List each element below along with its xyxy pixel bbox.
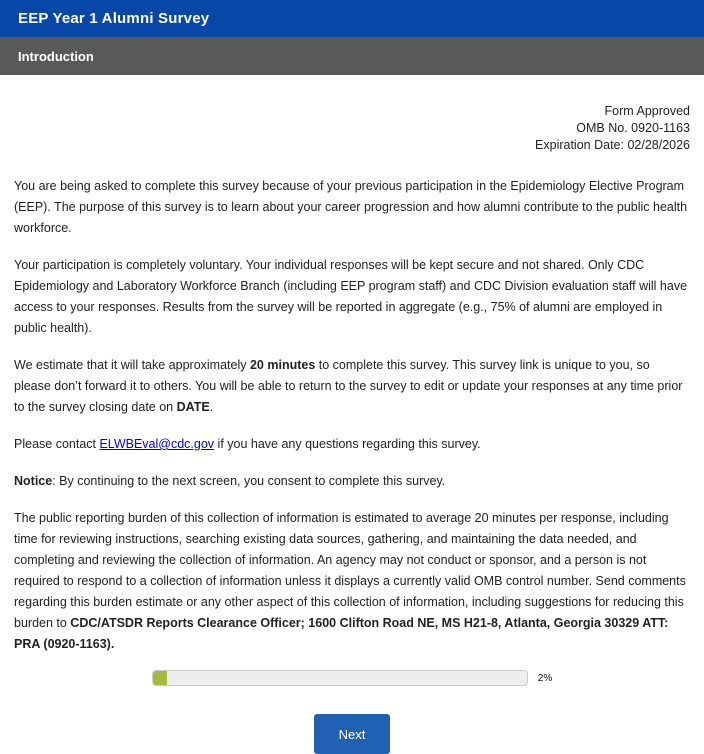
next-button[interactable]: Next [314, 714, 390, 754]
email-link[interactable]: ELWBEval@cdc.gov [99, 437, 215, 451]
section-header-bar [0, 37, 704, 75]
survey-content [0, 103, 704, 754]
omb-number-line: OMB No. 0920-1163 [576, 121, 690, 135]
burden-statement-paragraph: The public reporting burden of this collection of information is estimated to average 20 minutes per response, including time for reviewing instructions, searching existing data sources, gathering, and maintaining the data needed, and completing and reviewing the collection of information. An agency may not conduct or sponsor, and a person is not required to respond to a collection of information unless it displays a currently valid OMB control number. Send comments regarding this burden estimate or any other aspect of this collection of information, including suggestions for reducing this burden to CDC/ATSDR Reports Clearance Officer; 1600 Clifton Road NE, MS H21-8, Atlanta, Georgia 30329 ATT: PRA (0920-1163). [14, 511, 686, 651]
intro-paragraph: You are being asked to complete this survey because of your previous participation in the Epidemiology Elective Program (EEP). The purpose of this survey is to learn about your career progression and how alumni contribute to the public health workforce. [14, 179, 688, 235]
form-approved-line: Form Approved [604, 104, 690, 118]
survey-title: EEP Year 1 Alumni Survey [18, 10, 210, 27]
progress-bar [152, 670, 528, 686]
button-row [14, 714, 690, 754]
section-title: Introduction [18, 48, 94, 64]
notice-paragraph: Notice: By continuing to the next screen, you consent to complete this survey. [14, 474, 446, 488]
voluntary-paragraph: Your participation is completely voluntary. Your individual responses will be kept secure and not shared. Only CDC Epidemiology and Laboratory Workforce Branch (including EEP program staff) and CDC Division evaluation staff will have access to your responses. Results from the survey will be reported in aggregate (e.g., 75% of alumni are employed in public health). [14, 258, 688, 335]
progress-bar-fill [153, 671, 167, 685]
expiration-date-line: Expiration Date: 02/28/2026 [535, 138, 690, 152]
omb-approval-block [14, 103, 690, 154]
contact-paragraph: Please contact ELWBEval@cdc.gov if you have any questions regarding this survey. [14, 437, 481, 451]
survey-header-bar [0, 0, 704, 37]
progress-row [14, 670, 690, 686]
progress-percent-label: 2% [537, 672, 553, 684]
time-estimate-paragraph: We estimate that it will take approximately 20 minutes to complete this survey. This survey link is unique to you, so please don’t forward it to others. You will be able to return to the survey to edit or update your responses at any time prior to the survey closing date on DATE. [14, 358, 683, 414]
